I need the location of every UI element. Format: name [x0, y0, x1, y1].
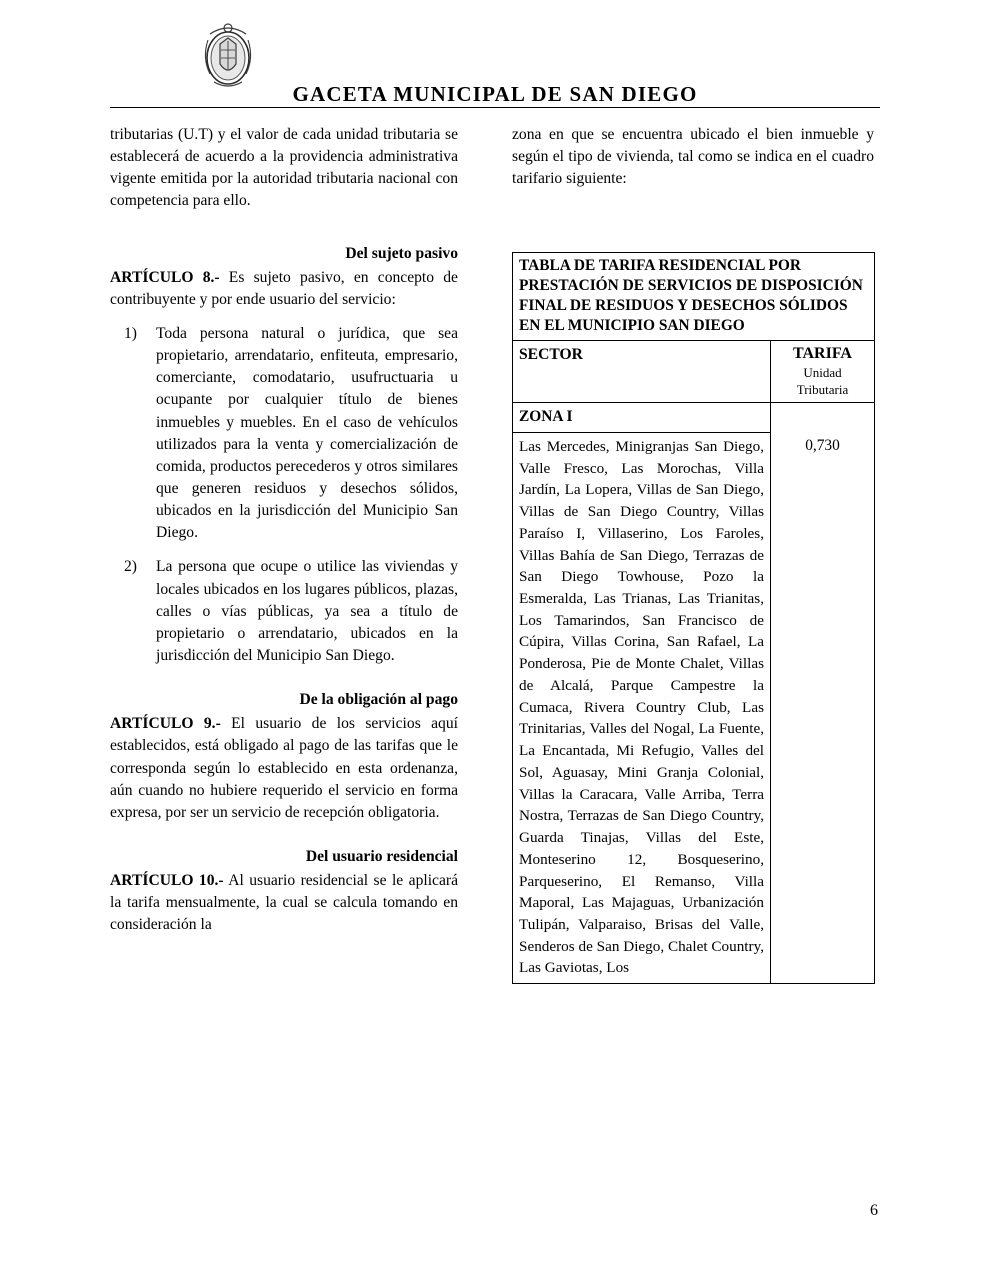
article-9-label: ARTÍCULO 9.- [110, 715, 221, 733]
continuation-paragraph: tributarias (U.T) y el valor de cada unidad tributaria se establecerá de acuerdo a la providencia administrativa vigente emitida por la autoridad tributaria nacional con competencia para ello. [110, 126, 458, 210]
table-row-header [513, 341, 875, 403]
article-10-paragraph [110, 870, 458, 936]
tariff-table [512, 252, 875, 984]
list-item-text: La persona que ocupe o utilice las viviendas y locales ubicados en los lugares públicos, plazas, calles o vías públicas, ya sea a título de propietario o arrendatario, ubicados en la jurisdicción del Municipio San Diego. [156, 558, 458, 664]
column-header-tarifa [771, 341, 875, 403]
article-10-text: Al usuario residencial se le aplicará la tarifa mensualmente, la cual se calcula tomando en consideración la [110, 872, 458, 934]
article-8-paragraph [110, 267, 458, 311]
article-9-text: El usuario de los servicios aquí establecidos, está obligado al pago de las tarifas que le corresponda según lo establecido en esta ordenanza, aún cuando no hubiere requerido el servicio en forma expresa, por ser un servicio de recepción obligatoria. [110, 715, 458, 821]
heading-usuario-residencial: Del usuario residencial [305, 847, 458, 865]
table-row-sectors [513, 432, 875, 983]
article-8-label: ARTÍCULO 8.- [110, 268, 220, 286]
article-8-text: Es sujeto pasivo, en concepto de contribuyente y por ende usuario del servicio: [110, 268, 458, 308]
heading-sujeto-pasivo: Del sujeto pasivo [345, 244, 458, 262]
left-column [110, 124, 458, 937]
article-10-label: ARTÍCULO 10.- [110, 872, 224, 890]
zone-sector-list: Las Mercedes, Minigranjas San Diego, Valle Fresco, Las Morochas, Villa Jardín, La Lopera, Villas de San Diego, Villas de San Diego Country, Villas Paraíso I, Villaserino, Los Faroles, Villas Bahía de San Diego, Terrazas de San Diego Towhouse, Pozo la Esmeralda, Las Trianas, Las Trianitas, Los Tamarindos, San Francisco de Cúpira, Villas Corina, San Rafael, La Ponderosa, Pie de Monte Chalet, Villas de Alcalá, Parque Campestre la Cumaca, Rivera Country Club, Las Trinitarias, Valles del Nogal, La Fuente, La Encantada, Mi Refugio, Valles del Sol, Aguasay, Mini Granja Colonial, Villas la Caracara, Valle Arriba, Terra Nostra, Terrazas de San Diego Country, Guarda Tinajas, Villas del Este, Monteserino 12, Bosqueserino, Parqueserino, El Remanso, Villa Maporal, Las Majaguas, Urbanización Tulipán, Valparaiso, Brisas del Valle, Senderos de San Diego, Chalet Country, Las Gaviotas, Los [513, 432, 771, 983]
list-item-text: Toda persona natural o jurídica, que sea propietario, arrendatario, enfiteuta, empresario, comerciante, comodatario, usufructuaria u ocupante por cualquier título de bienes inmuebles y muebles. En el caso de vehículos utilizados para la venta y comercialización de comida, productos perecederos y otros similares que generen residuos y desechos sólidos, ubicados en la jurisdicción del Municipio San Diego. [156, 324, 458, 542]
page-number: 6 [870, 1202, 878, 1219]
list-item-marker: 1) [124, 324, 137, 342]
article-8-list [110, 323, 458, 667]
zone-tarifa-value: 0,730 [771, 432, 875, 983]
list-item [110, 323, 458, 544]
column-header-tarifa-sub: Unidad Tributaria [796, 365, 849, 397]
right-continuation-paragraph: zona en que se encuentra ubicado el bien inmueble y según el tipo de vivienda, tal como se indica en el cuadro tarifario siguiente: [512, 126, 874, 188]
header-divider [110, 107, 880, 108]
table-row-title [513, 253, 875, 341]
list-item-marker: 2) [124, 558, 137, 576]
page-header [0, 0, 990, 112]
column-header-sector: SECTOR [513, 341, 771, 403]
list-item [110, 556, 458, 667]
tariff-table-title: TABLA DE TARIFA RESIDENCIAL POR PRESTACIÓN DE SERVICIOS DE DISPOSICIÓN FINAL DE RESIDUOS Y DESECHOS SÓLIDOS EN EL MUNICIPIO SAN DIEGO [513, 253, 875, 341]
article-9-paragraph [110, 713, 458, 824]
zone-label: ZONA I [513, 402, 771, 432]
zone-tarifa-spacer [771, 402, 875, 432]
heading-obligacion-pago: De la obligación al pago [299, 691, 458, 709]
gazette-title: GACETA MUNICIPAL DE SAN DIEGO [292, 82, 698, 106]
column-header-tarifa-title: TARIFA [793, 345, 852, 363]
right-column [512, 124, 874, 984]
table-row-zone [513, 402, 875, 432]
